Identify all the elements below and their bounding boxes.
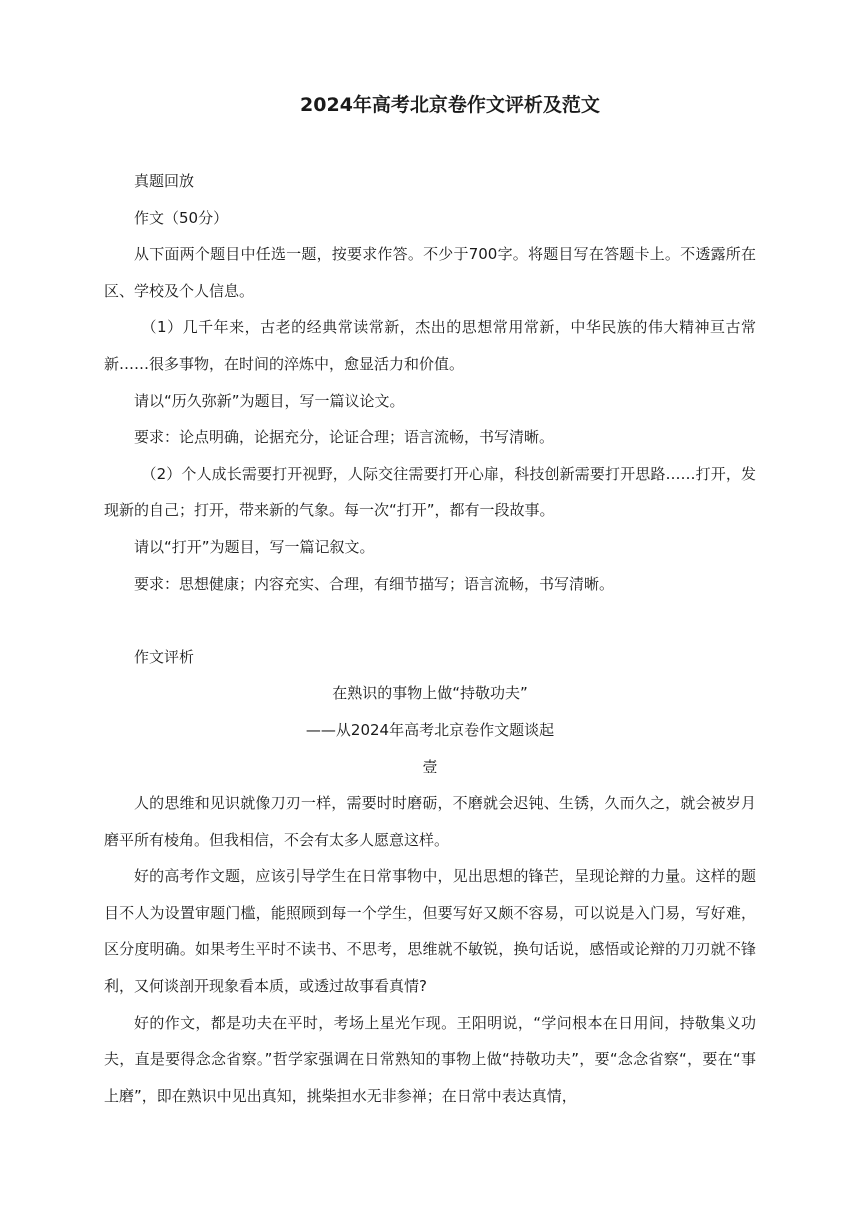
body-paragraph-1: 人的思维和见识就像刀刃一样，需要时时磨砺，不磨就会迟钝、生锈，久而久之，就会被岁月磨平所有棱角。但我相信，不会有太多人愿意这样。 (104, 794, 756, 849)
instruction-paragraph: 从下面两个题目中任选一题，按要求作答。不少于700字。将题目写在答题卡上。不透露所在区、学校及个人信息。 (104, 245, 756, 300)
question-1-text: （1）几千年来，古老的经典常读常新，杰出的思想常用常新，中华民族的伟大精神亘古常新……很多事物，在时间的淬炼中，愈显活力和价值。 (104, 318, 756, 373)
question-2-requirements: 要求：思想健康；内容充实、合理，有细节描写；语言流畅，书写清晰。 (134, 574, 615, 593)
article-subtitle: ——从2024年高考北京卷作文题谈起 (305, 720, 555, 739)
blank-line (104, 602, 756, 639)
question-2-text: （2）个人成长需要打开视野，人际交往需要打开心扉，科技创新需要打开思路……打开，发现新的自己；打开，带来新的气象。每一次“打开”，都有一段故事。 (104, 464, 756, 520)
essay-label: 作文（50分） (134, 208, 229, 227)
body-paragraph-2: 好的高考作文题，应该引导学生在日常事物中，见出思想的锋芒，呈现论辩的力量。这样的题目不人为设置审题门槛，能照顾到每一个学生，但要写好又颇不容易，可以说是入门易，写好难，区分度明确。如果考生平时不读书、不思考，思维就不敏锐，换句话说，感悟或论辩的刀刃就不锋利，又何谈剖开现象看本质，或透过故事看真情? (104, 867, 756, 996)
document-body (104, 163, 756, 1114)
section-heading-analysis: 作文评析 (134, 647, 195, 666)
question-1-prompt: 请以“历久弥新”为题目，写一篇议论文。 (134, 391, 405, 410)
question-1-requirements: 要求：论点明确，论据充分，论证合理；语言流畅，书写清晰。 (134, 428, 555, 447)
document-title: 2024年高考北京卷作文评析及范文 (300, 94, 600, 116)
part-marker: 壹 (422, 757, 438, 776)
body-paragraph-3: 好的作文，都是功夫在平时，考场上星光乍现。王阳明说，“学问根本在日用间，持敬集义功夫，直是要得念念省察。”哲学家强调在日常熟知的事物上做“持敬功夫”，要“念念省察“，要在“事上磨”，即在熟识中见出真知，挑柴担水无非参禅；在日常中表达真情， (104, 1013, 756, 1105)
section-heading-review: 真题回放 (134, 172, 195, 190)
article-title: 在熟识的事物上做“持敬功夫” (332, 684, 528, 703)
question-2-prompt: 请以“打开”为题目，写一篇记叙文。 (134, 537, 375, 556)
